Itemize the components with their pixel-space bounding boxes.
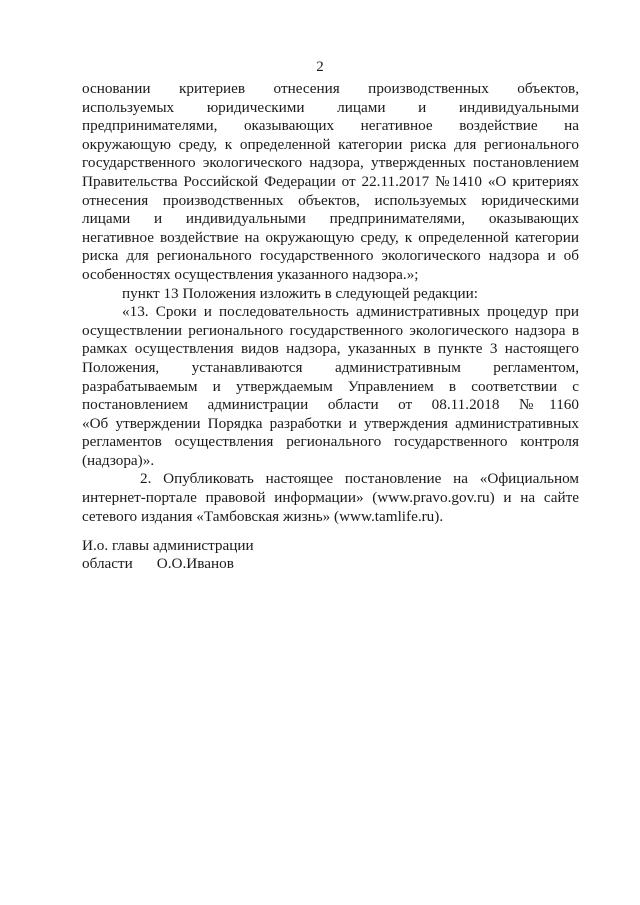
text-line: сетевого издания «Тамбовская жизнь» (www.tamlife.ru). <box>82 507 444 525</box>
page-number: 2 <box>316 59 324 75</box>
text-line: отнесения производственных объектов, используемых юридическими <box>82 191 579 209</box>
text-line: «13. Сроки и последовательность административных процедур при <box>122 303 579 321</box>
text-line: осуществлении регионального государственного экологического надзора в <box>82 321 579 339</box>
text-line: государственного экологического надзора, утвержденных постановлением <box>82 154 579 172</box>
signatory-name: О.О.Иванов <box>156 555 234 572</box>
text-line: рамках осуществления видов надзора, указанных в пункте 3 настоящего <box>82 340 579 358</box>
text-line: «Об утверждении Порядка разработки и утверждения административных <box>82 414 579 432</box>
text-line: используемых юридическими лицами и индивидуальными <box>82 98 579 116</box>
signatory-region: области <box>82 555 133 572</box>
text-line: (надзора)». <box>82 451 155 469</box>
text-line: разрабатываемым и утверждаемым Управлением в соответствии с <box>82 377 579 395</box>
text-line: окружающую среду, к определенной категории риска для регионального <box>82 135 579 153</box>
text-line: предпринимателями, оказывающих негативное воздействие на <box>82 117 579 135</box>
text-line: пункт 13 Положения изложить в следующей редакции: <box>122 284 479 302</box>
signatory-position: И.о. главы администрации <box>82 537 254 554</box>
text-line: 2. Опубликовать настоящее постановление на «Официальном <box>140 470 579 488</box>
text-line: лицами и индивидуальными предпринимателями, оказывающих <box>82 210 579 228</box>
text-line: Положения, устанавливаются административным регламентом, <box>82 358 579 376</box>
text-line: регламентов осуществления регионального государственного контроля <box>82 433 579 451</box>
signature-block <box>82 537 254 573</box>
document-body <box>82 80 579 526</box>
signatory-line <box>82 555 254 573</box>
text-line: постановлением администрации области от 08.11.2018 №1160 <box>82 396 579 414</box>
text-line: риска для регионального государственного экологического надзора и об <box>82 247 579 265</box>
text-line: Правительства Российской Федерации от 22.11.2017 №1410 «О критериях <box>82 172 579 190</box>
text-line: негативное воздействие на окружающую среду, к определенной категории <box>82 228 579 246</box>
text-line: основании критериев отнесения производственных объектов, <box>82 80 579 97</box>
text-line: особенностях осуществления указанного надзора.»; <box>82 265 419 283</box>
text-line: интернет-портале правовой информации» (www.pravo.gov.ru) и на сайте <box>82 489 579 507</box>
